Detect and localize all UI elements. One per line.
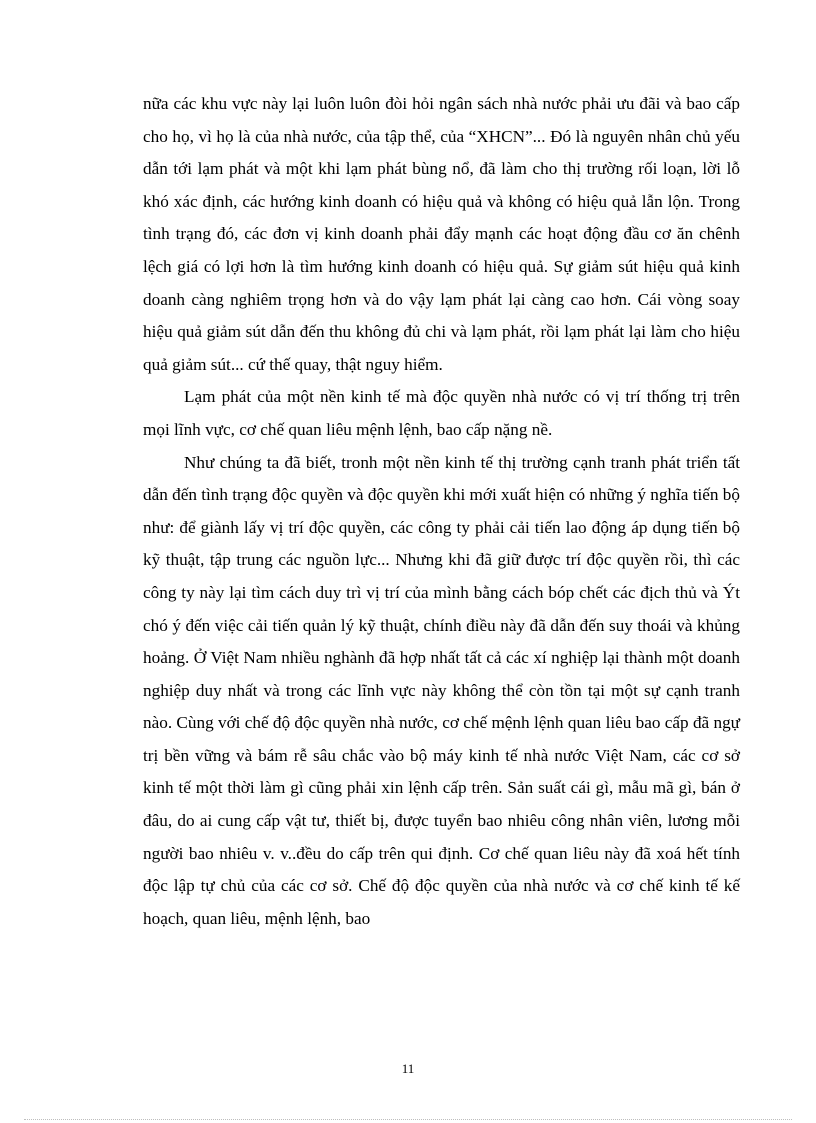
body-text [143,88,740,935]
paragraph-inflation-monopoly: Lạm phát của một nền kinh tế mà độc quyền nhà nước có vị trí thống trị trên mọi lĩnh vực, cơ chế quan liêu mệnh lệnh, bao cấp nặng nề. [143,387,740,439]
page-number: 11 [401,1061,415,1076]
paragraph-continuation: nữa các khu vực này lại luôn luôn đòi hỏi ngân sách nhà nước phải ưu đãi và bao cấp cho họ, vì họ là của nhà nước, của tập thể, của “XHCN”... Đó là nguyên nhân chủ yếu dẫn tới lạm phát và một khi lạm phát bùng nổ, đã làm cho thị trường rối loạn, lời lỗ khó xác định, các hướng kinh doanh có hiệu quả và không có hiệu quả lẫn lộn. Trong tình trạng đó, các đơn vị kinh doanh phải đẩy mạnh các hoạt động đầu cơ ăn chênh lệch giá có lợi hơn là tìm hướng kinh doanh có hiệu quả. Sự giảm sút hiệu quả kinh doanh càng nghiêm trọng hơn và do vậy lạm phát lại càng cao hơn. Cái vòng soay hiệu quả giảm sút dẫn đến thu không đủ chi và lạm phát, rồi lạm phát lại làm cho hiệu quả giảm sút... cứ thế quay, thật nguy hiểm. [143,94,740,374]
paragraph-market-competition: Như chúng ta đã biết, tronh một nền kinh tế thị trường cạnh tranh phát triển tất dẫn đến tình trạng độc quyền và độc quyền khi mới xuất hiện có những ý nghĩa tiến bộ như: để giành lấy vị trí độc quyền, các công ty phải cải tiến lao động áp dụng tiến bộ kỹ thuật, tập trung các nguồn lực... Nhưng khi đã giữ được trí độc quyền rồi, thì các công ty này lại tìm cách duy trì vị trí của mình bằng cách bóp chết các địch thủ và Ýt chó ý đến việc cải tiến quản lý kỹ thuật, chính điều này đã dẫn đến suy thoái và khủng hoảng. Ở Việt Nam nhiều nghành đã hợp nhất tất cả các xí nghiệp lại thành một doanh nghiệp duy nhất và trong các lĩnh vực này không thể còn tồn tại một sự cạnh tranh nào. Cùng với chế độ độc quyền nhà nước, cơ chế mệnh lệnh quan liêu bao cấp đã ngự trị bền vững và bám rễ sâu chắc vào bộ máy kinh tế nhà nước Việt Nam, các cơ sở kinh tế một thời làm gì cũng phải xin lệnh cấp trên. Sản suất cái gì, mẫu mã gì, bán ở đâu, do ai cung cấp vật tư, thiết bị, được tuyển bao nhiêu công nhân viên, lương mỗi người bao nhiêu v. v..đều do cấp trên qui định. Cơ chế quan liêu này đã xoá hết tính độc lập tự chủ của các cơ sở. Chế độ độc quyền của nhà nước và cơ chế kinh tế kế hoạch, quan liêu, mệnh lệnh, bao [143,452,740,928]
page-bottom-divider [24,1119,792,1120]
